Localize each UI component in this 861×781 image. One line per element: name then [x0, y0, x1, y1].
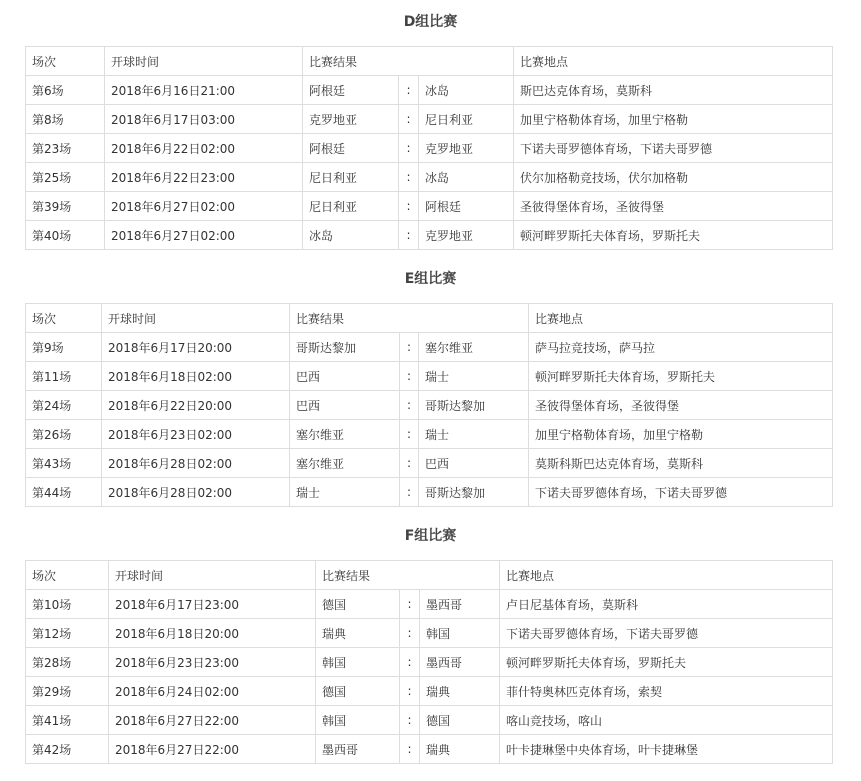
match-away-team: 尼日利亚 [419, 105, 514, 134]
match-time: 2018年6月28日02:00 [102, 449, 290, 478]
score-separator: : [400, 420, 419, 449]
header-result: 比赛结果 [303, 47, 514, 76]
header-round: 场次 [26, 561, 109, 590]
score-separator: : [400, 449, 419, 478]
match-home-team: 德国 [316, 590, 400, 619]
match-time: 2018年6月23日02:00 [102, 420, 290, 449]
match-away-team: 阿根廷 [419, 192, 514, 221]
match-home-team: 韩国 [316, 648, 400, 677]
header-venue: 比赛地点 [514, 47, 833, 76]
match-time: 2018年6月27日22:00 [109, 735, 316, 764]
match-venue: 圣彼得堡体育场，圣彼得堡 [529, 391, 833, 420]
match-away-team: 哥斯达黎加 [419, 478, 529, 507]
match-time: 2018年6月24日02:00 [109, 677, 316, 706]
table-row [26, 163, 833, 192]
match-time: 2018年6月23日23:00 [109, 648, 316, 677]
match-round: 第6场 [26, 76, 105, 105]
header-venue: 比赛地点 [529, 304, 833, 333]
match-round: 第25场 [26, 163, 105, 192]
match-round: 第10场 [26, 590, 109, 619]
match-away-team: 克罗地亚 [419, 221, 514, 250]
score-separator: : [400, 333, 419, 362]
match-venue: 斯巴达克体育场，莫斯科 [514, 76, 833, 105]
match-away-team: 巴西 [419, 449, 529, 478]
match-away-team: 哥斯达黎加 [419, 391, 529, 420]
match-venue: 莫斯科斯巴达克体育场，莫斯科 [529, 449, 833, 478]
table-row [26, 362, 833, 391]
match-venue: 卢日尼基体育场，莫斯科 [500, 590, 833, 619]
score-separator: : [399, 105, 419, 134]
match-venue: 下诺夫哥罗德体育场，下诺夫哥罗德 [500, 619, 833, 648]
table-row [26, 590, 833, 619]
match-home-team: 阿根廷 [303, 134, 399, 163]
match-time: 2018年6月22日02:00 [105, 134, 303, 163]
match-away-team: 冰岛 [419, 163, 514, 192]
match-round: 第39场 [26, 192, 105, 221]
match-away-team: 瑞士 [419, 362, 529, 391]
match-time: 2018年6月27日02:00 [105, 192, 303, 221]
score-separator: : [400, 648, 420, 677]
match-home-team: 巴西 [290, 362, 400, 391]
match-time: 2018年6月27日02:00 [105, 221, 303, 250]
match-venue: 叶卡捷琳堡中央体育场，叶卡捷琳堡 [500, 735, 833, 764]
match-round: 第43场 [26, 449, 102, 478]
match-home-team: 塞尔维亚 [290, 449, 400, 478]
match-venue: 加里宁格勒体育场，加里宁格勒 [514, 105, 833, 134]
match-away-team: 瑞士 [419, 420, 529, 449]
match-home-team: 克罗地亚 [303, 105, 399, 134]
match-venue: 顿河畔罗斯托夫体育场，罗斯托夫 [529, 362, 833, 391]
match-round: 第11场 [26, 362, 102, 391]
match-time: 2018年6月17日20:00 [102, 333, 290, 362]
match-time: 2018年6月18日20:00 [109, 619, 316, 648]
group-f-table [25, 560, 833, 764]
match-venue: 喀山竞技场，喀山 [500, 706, 833, 735]
match-venue: 萨马拉竞技场，萨马拉 [529, 333, 833, 362]
match-venue: 下诺夫哥罗德体育场，下诺夫哥罗德 [514, 134, 833, 163]
match-time: 2018年6月17日23:00 [109, 590, 316, 619]
table-row [26, 192, 833, 221]
header-time: 开球时间 [105, 47, 303, 76]
table-row [26, 76, 833, 105]
score-separator: : [400, 677, 420, 706]
match-away-team: 塞尔维亚 [419, 333, 529, 362]
match-away-team: 瑞典 [420, 735, 500, 764]
score-separator: : [400, 735, 420, 764]
match-home-team: 韩国 [316, 706, 400, 735]
match-venue: 下诺夫哥罗德体育场，下诺夫哥罗德 [529, 478, 833, 507]
header-time: 开球时间 [109, 561, 316, 590]
match-venue: 圣彼得堡体育场，圣彼得堡 [514, 192, 833, 221]
score-separator: : [399, 192, 419, 221]
table-header-row [26, 47, 833, 76]
match-round: 第8场 [26, 105, 105, 134]
header-venue: 比赛地点 [500, 561, 833, 590]
match-home-team: 阿根廷 [303, 76, 399, 105]
score-separator: : [400, 391, 419, 420]
table-row [26, 706, 833, 735]
group-e-table [25, 303, 833, 507]
match-venue: 伏尔加格勒竞技场，伏尔加格勒 [514, 163, 833, 192]
match-round: 第12场 [26, 619, 109, 648]
score-separator: : [399, 221, 419, 250]
match-round: 第29场 [26, 677, 109, 706]
match-home-team: 尼日利亚 [303, 192, 399, 221]
table-row [26, 619, 833, 648]
match-away-team: 墨西哥 [420, 590, 500, 619]
match-venue: 顿河畔罗斯托夫体育场，罗斯托夫 [500, 648, 833, 677]
score-separator: : [400, 590, 420, 619]
table-row [26, 449, 833, 478]
table-row [26, 134, 833, 163]
header-result: 比赛结果 [290, 304, 529, 333]
match-time: 2018年6月27日22:00 [109, 706, 316, 735]
table-row [26, 420, 833, 449]
score-separator: : [399, 163, 419, 192]
score-separator: : [400, 619, 420, 648]
score-separator: : [399, 76, 419, 105]
score-separator: : [399, 134, 419, 163]
header-time: 开球时间 [102, 304, 290, 333]
match-round: 第40场 [26, 221, 105, 250]
score-separator: : [400, 478, 419, 507]
match-time: 2018年6月18日02:00 [102, 362, 290, 391]
match-round: 第24场 [26, 391, 102, 420]
table-header-row [26, 561, 833, 590]
match-time: 2018年6月28日02:00 [102, 478, 290, 507]
table-row [26, 333, 833, 362]
match-home-team: 墨西哥 [316, 735, 400, 764]
match-round: 第9场 [26, 333, 102, 362]
match-home-team: 塞尔维亚 [290, 420, 400, 449]
match-home-team: 瑞士 [290, 478, 400, 507]
match-round: 第26场 [26, 420, 102, 449]
group-title-f: F组比赛 [404, 528, 457, 544]
table-row [26, 391, 833, 420]
match-round: 第41场 [26, 706, 109, 735]
match-home-team: 德国 [316, 677, 400, 706]
match-venue: 加里宁格勒体育场，加里宁格勒 [529, 420, 833, 449]
header-result: 比赛结果 [316, 561, 500, 590]
header-round: 场次 [26, 47, 105, 76]
match-away-team: 墨西哥 [420, 648, 500, 677]
match-round: 第28场 [26, 648, 109, 677]
match-away-team: 德国 [420, 706, 500, 735]
table-row [26, 105, 833, 134]
match-home-team: 冰岛 [303, 221, 399, 250]
match-home-team: 巴西 [290, 391, 400, 420]
match-away-team: 韩国 [420, 619, 500, 648]
group-title-d: D组比赛 [403, 14, 458, 30]
match-round: 第42场 [26, 735, 109, 764]
match-home-team: 瑞典 [316, 619, 400, 648]
match-round: 第44场 [26, 478, 102, 507]
group-title-e: E组比赛 [404, 271, 457, 287]
table-row [26, 221, 833, 250]
match-home-team: 哥斯达黎加 [290, 333, 400, 362]
table-row [26, 735, 833, 764]
score-separator: : [400, 362, 419, 391]
match-time: 2018年6月17日03:00 [105, 105, 303, 134]
table-header-row [26, 304, 833, 333]
match-venue: 顿河畔罗斯托夫体育场，罗斯托夫 [514, 221, 833, 250]
match-venue: 菲什特奥林匹克体育场，索契 [500, 677, 833, 706]
table-row [26, 677, 833, 706]
match-away-team: 克罗地亚 [419, 134, 514, 163]
match-time: 2018年6月22日23:00 [105, 163, 303, 192]
table-row [26, 648, 833, 677]
score-separator: : [400, 706, 420, 735]
match-away-team: 冰岛 [419, 76, 514, 105]
group-d-table [25, 46, 833, 250]
match-round: 第23场 [26, 134, 105, 163]
match-time: 2018年6月16日21:00 [105, 76, 303, 105]
match-home-team: 尼日利亚 [303, 163, 399, 192]
header-round: 场次 [26, 304, 102, 333]
match-time: 2018年6月22日20:00 [102, 391, 290, 420]
match-away-team: 瑞典 [420, 677, 500, 706]
table-row [26, 478, 833, 507]
